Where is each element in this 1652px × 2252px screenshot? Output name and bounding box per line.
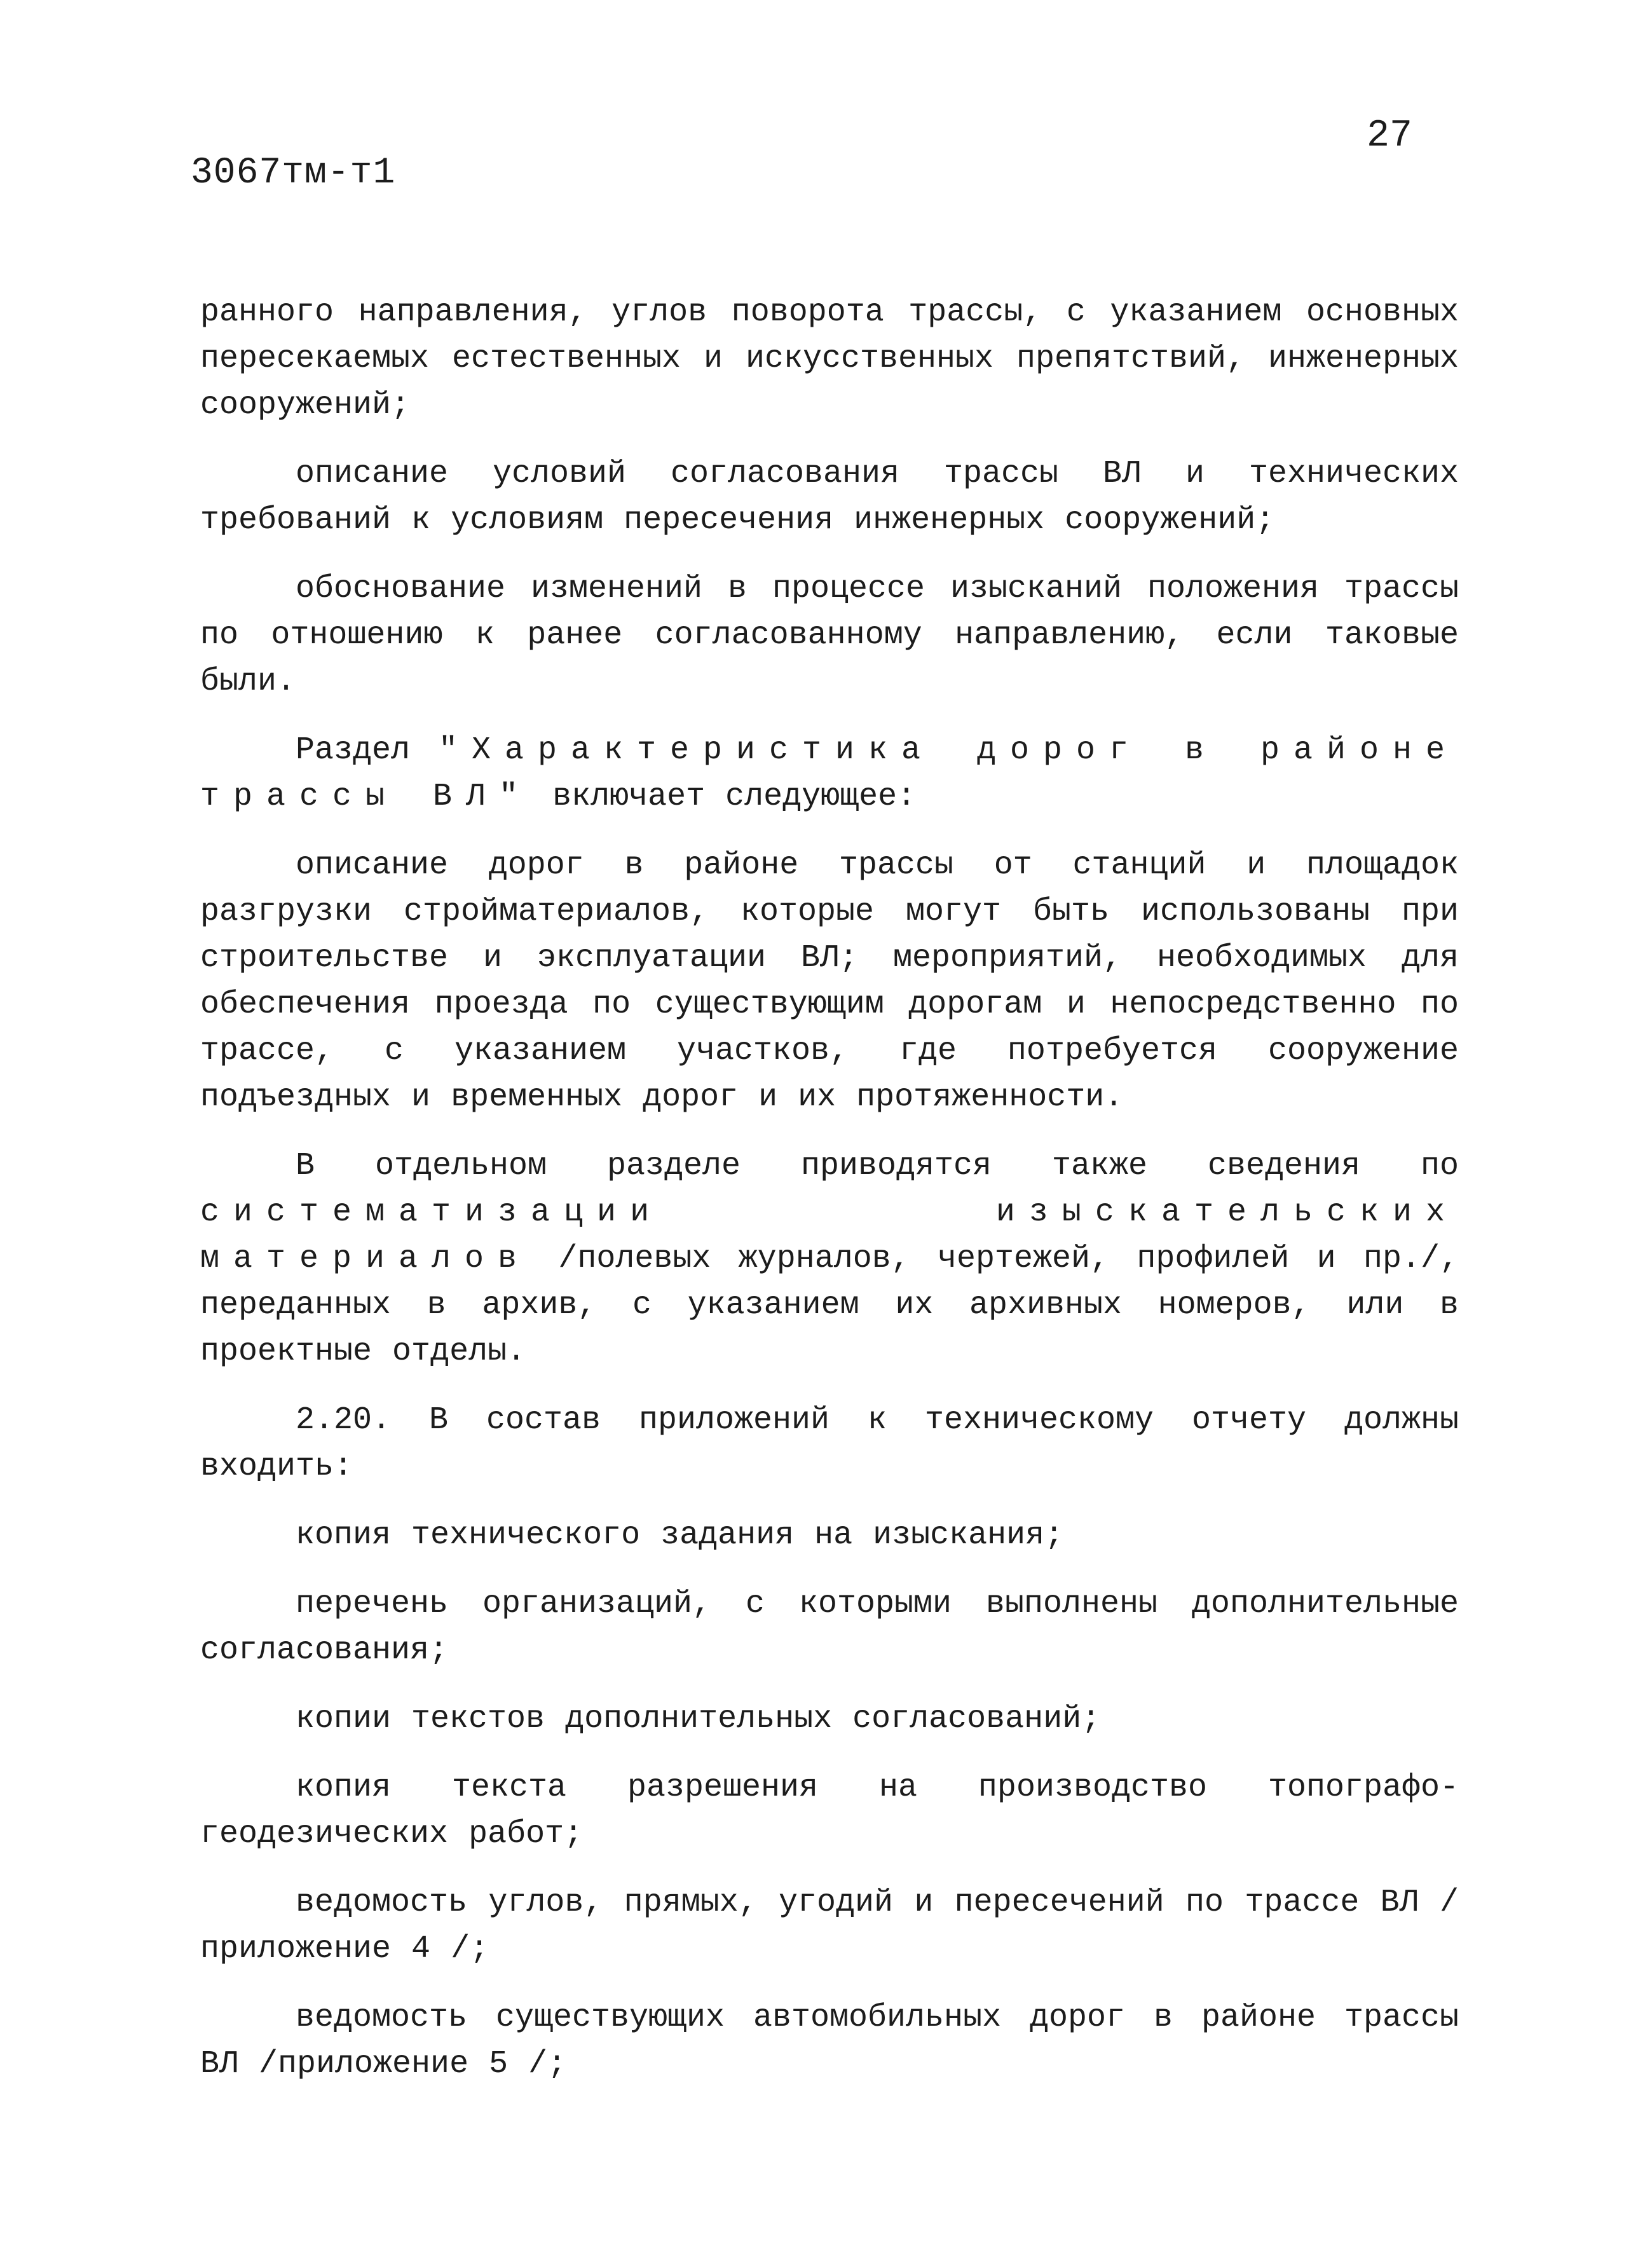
- roads-section-lead: Раздел: [296, 732, 439, 768]
- page-number: 27: [1367, 114, 1413, 158]
- paragraph-roads-section: [200, 727, 1459, 820]
- paragraph-materials-section: [200, 1143, 1459, 1375]
- list-item-technical-task: копия технического задания на изыскания;: [296, 1517, 1064, 1553]
- list-item-survey-permit: копия текста разрешения на производство топографо-геодезических работ;: [200, 1770, 1459, 1852]
- roads-section-title: "Характеристика дорог в районе трассы ВЛ": [200, 732, 1459, 815]
- materials-section-title: систематизации изыскательских материалов: [200, 1194, 1459, 1277]
- list-item-organizations: перечень организаций, с которыми выполнены дополнительные согласования;: [200, 1586, 1459, 1669]
- list-item-roads-statement: ведомость существующих автомобильных дорог в районе трассы ВЛ /приложение 5 /;: [200, 2000, 1459, 2082]
- paragraph-roads-description: описание дорог в районе трассы от станций и площадок разгрузки стройматериалов, которые могут быть использованы при строительстве и эксплуатации ВЛ; мероприятий, необходимых для обеспечения проезда по существующим дорогам и непосредственно по трассе, с указанием участков, где потребуется сооружение подъездных и временных дорог и их протяженности.: [200, 847, 1459, 1116]
- paragraph-appendices-intro: 2.20. В состав приложений к техническому отчету должны входить:: [200, 1402, 1459, 1485]
- document-code: 3067тм-т1: [191, 153, 396, 194]
- body-text: [200, 289, 1459, 2110]
- paragraph-route-changes: обоснование изменений в процессе изысканий положения трассы по отношению к ранее согласованному направлению, если таковые были.: [200, 571, 1459, 700]
- list-item-angles-statement: ведомость углов, прямых, угодий и пересечений по трассе ВЛ /приложение 4 /;: [200, 1885, 1459, 1967]
- list-item-approval-texts: копии текстов дополнительных согласований;: [296, 1701, 1101, 1737]
- materials-section-tail: /полевых журналов, чертежей, профилей и пр./, переданных в архив, с указанием их архивных номеров, или в проектные отделы.: [200, 1241, 1459, 1370]
- paragraph-continuation: ранного направления, углов поворота трассы, с указанием основных пересекаемых естественных и искусственных препятствий, инженерных сооружений;: [200, 294, 1459, 423]
- materials-section-lead: В отдельном разделе приводятся также сведения по: [296, 1148, 1459, 1184]
- roads-section-tail: включает следующее:: [532, 779, 917, 815]
- paragraph-route-approval: описание условий согласования трассы ВЛ и технических требований к условиям пересечения инженерных сооружений;: [200, 456, 1459, 538]
